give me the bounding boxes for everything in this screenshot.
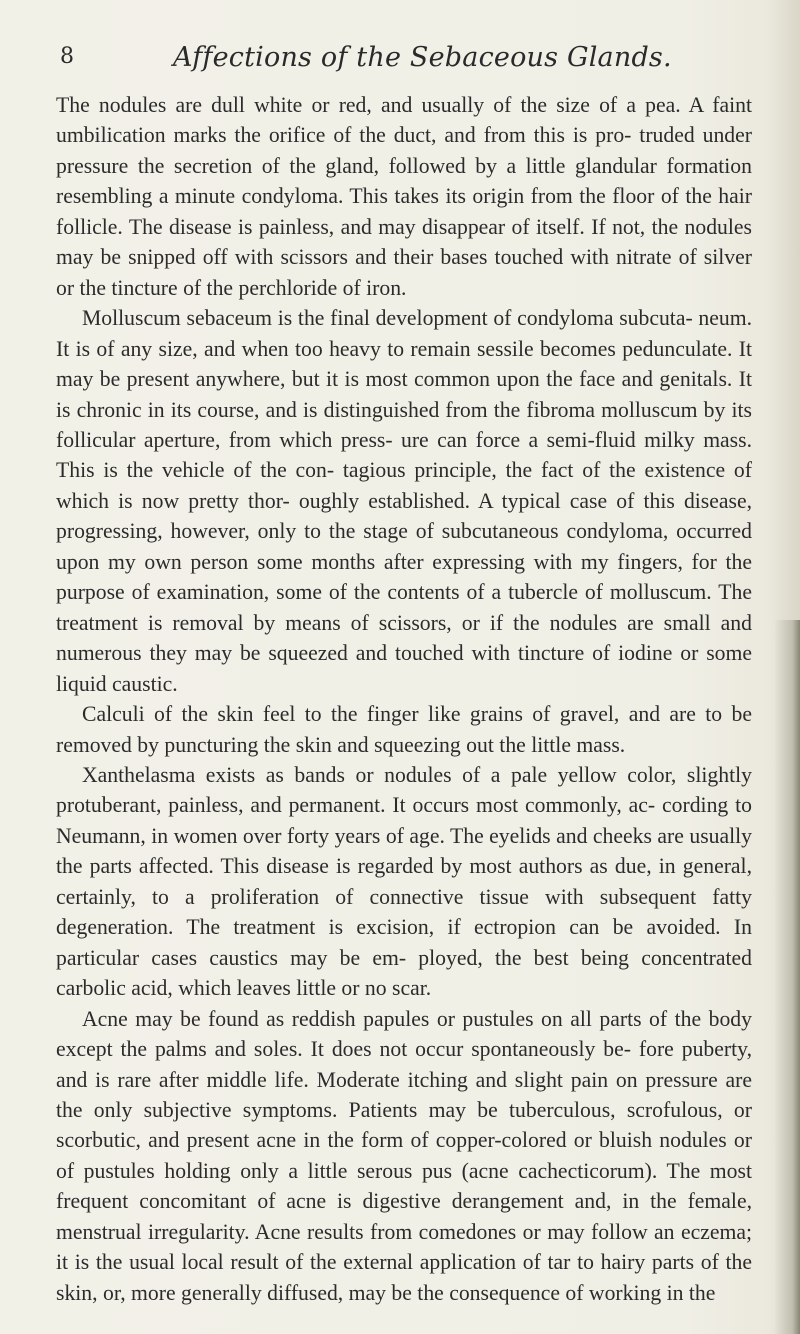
page-number: 8 [60, 44, 74, 69]
paragraph-nodules: The nodules are dull white or red, and usually of the size of a pea. A faint umbilication marks the orifice of the duct, and from this is pro- truded under pressure the secretion of the gland, followed by a little glandular formation resembling a minute condyloma. This takes its origin from the floor of the hair follicle. The disease is painless, and may disappear of itself. If not, the nodules may be snipped off with scissors and their bases touched with nitrate of silver or the tincture of the perchloride of iron. [56, 93, 752, 300]
paragraph-calculi: Calculi of the skin feel to the finger like grains of gravel, and are to be removed by puncturing the skin and squeezing out the little mass. [56, 702, 752, 757]
page-header [60, 44, 750, 84]
running-title: Affections of the Sebaceous Glands. [173, 42, 672, 73]
paragraph-xanthelasma: Xanthelasma exists as bands or nodules of a pale yellow color, slightly protuberant, painless, and permanent. It occurs most commonly, ac- cording to Neumann, in women over forty years of age. The eyelids and cheeks are usually the parts affected. This disease is regarded by most authors as due, in general, certainly, to a proliferation of connective tissue with subsequent fatty degeneration. The treatment is excision, if ectropion can be avoided. In particular cases caustics may be em- ployed, the best being concentrated carbolic acid, which leaves little or no scar. [56, 762, 752, 1001]
page-edge-shadow [774, 620, 800, 1334]
body-text [56, 90, 752, 1308]
paragraph-acne: Acne may be found as reddish papules or pustules on all parts of the body except the palms and soles. It does not occur spontaneously be- fore puberty, and is rare after middle life. Moderate itching and slight pain on pressure are the only subjective symptoms. Patients may be tuberculous, scrofulous, or scorbutic, and present acne in the form of copper-colored or bluish nodules or of pustules holding only a little serous pus (acne cachecticorum). The most frequent concomitant of acne is digestive derangement and, in the female, menstrual irregularity. Acne results from comedones or may follow an eczema; it is the usual local result of the external application of tar to hairy parts of the skin, or, more generally diffused, may be the consequence of working in the [56, 1006, 752, 1305]
paragraph-molluscum: Molluscum sebaceum is the final development of condyloma subcuta- neum. It is of any size, and when too heavy to remain sessile becomes pedunculate. It may be present anywhere, but it is most common upon the face and genitals. It is chronic in its course, and is distinguished from the fibroma molluscum by its follicular aperture, from which press- ure can force a semi-fluid milky mass. This is the vehicle of the con- tagious principle, the fact of the existence of which is now pretty thor- oughly established. A typical case of this disease, progressing, however, only to the stage of subcutaneous condyloma, occurred upon my own person some months after expressing with my fingers, for the purpose of examination, some of the contents of a tubercle of molluscum. The treatment is removal by means of scissors, or if the nodules are small and numerous they may be squeezed and touched with tincture of iodine or some liquid caustic. [56, 306, 752, 696]
